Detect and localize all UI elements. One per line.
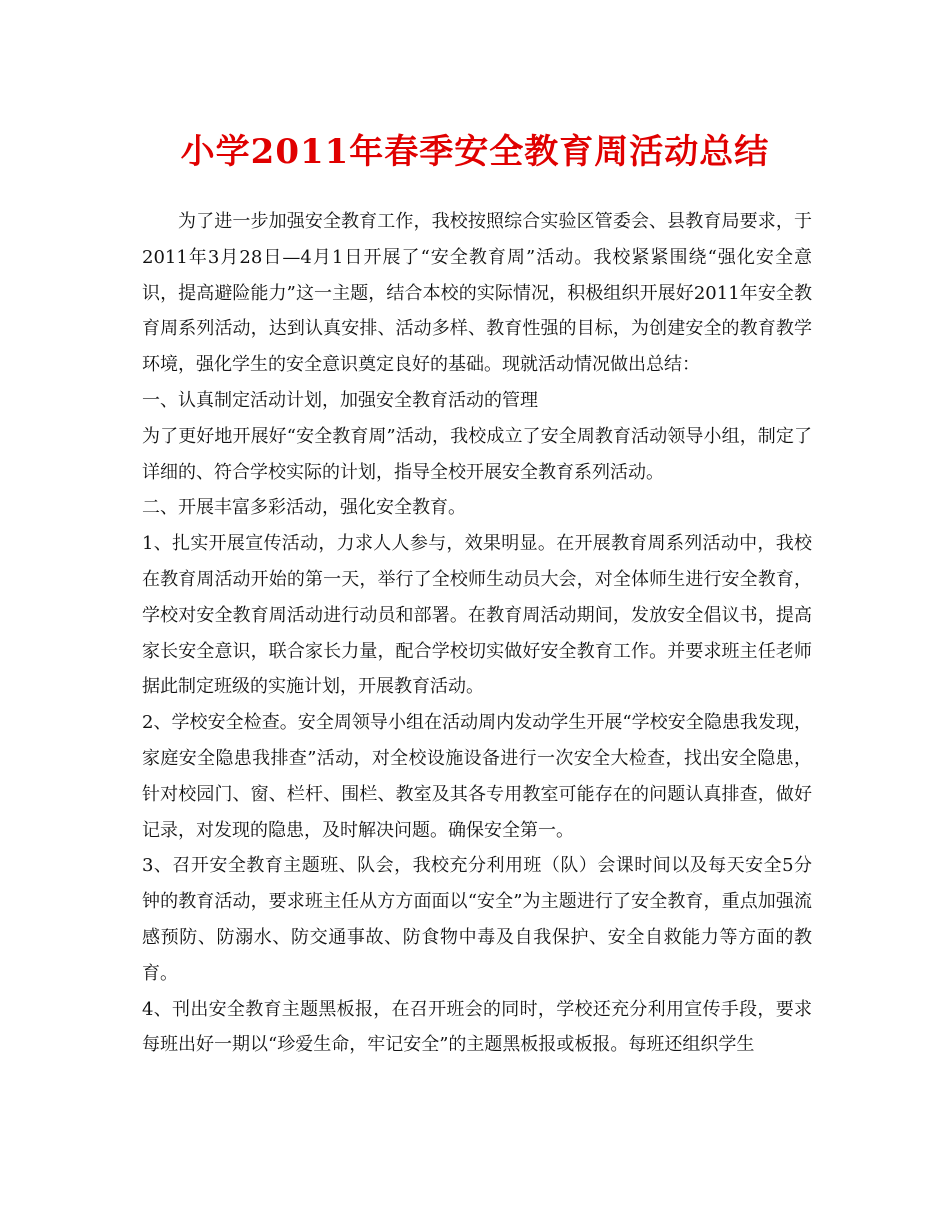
section-paragraph-1: 为了更好地开展好“安全教育周”活动，我校成立了安全周教育活动领导小组，制定了详细的、符合学校实际的计划，指导全校开展安全教育系列活动。 [142, 425, 812, 483]
item-paragraph-1: 1、扎实开展宣传活动，力求人人参与，效果明显。在开展教育周系列活动中，我校在教育周活动开始的第一天，举行了全校师生动员大会，对全体师生进行安全教育，学校对安全教育周活动进行动员和部署。在教育周活动期间，发放安全倡议书，提高家长安全意识，联合家长力量，配合学校切实做好安全教育工作。并要求班主任老师据此制定班级的实施计划，开展教育活动。 [142, 533, 812, 698]
document-body [142, 204, 812, 1063]
section-heading-2: 二、开展丰富多彩活动，强化安全教育。 [142, 497, 466, 519]
section-heading-1: 一、认真制定活动计划，加强安全教育活动的管理 [142, 389, 538, 411]
document-title: 小学2011年春季安全教育周活动总结 [180, 132, 770, 172]
item-paragraph-3: 3、召开安全教育主题班、队会，我校充分利用班（队）会课时间以及每天安全5分钟的教育活动，要求班主任从方方面面以“安全”为主题进行了安全教育，重点加强流感预防、防溺水、防交通事故、防食物中毒及自我保护、安全自救能力等方面的教育。 [142, 855, 812, 984]
item-paragraph-4: 4、刊出安全教育主题黑板报，在召开班会的同时，学校还充分利用宣传手段，要求每班出好一期以“珍爱生命，牢记安全”的主题黑板报或板报。每班还组织学生 [142, 998, 812, 1056]
item-paragraph-2: 2、学校安全检查。安全周领导小组在活动周内发动学生开展“学校安全隐患我发现，家庭安全隐患我排查”活动，对全校设施设备进行一次安全大检查，找出安全隐患，针对校园门、窗、栏杆、围栏、教室及其各专用教室可能存在的问题认真排查，做好记录，对发现的隐患，及时解决问题。确保安全第一。 [142, 712, 812, 841]
intro-paragraph: 为了进一步加强安全教育工作，我校按照综合实验区管委会、县教育局要求，于2011年3月28日—4月1日开展了“安全教育周”活动。我校紧紧围绕“强化安全意识，提高避险能力”这一主题，结合本校的实际情况，积极组织开展好2011年安全教育周系列活动，达到认真安排、活动多样、教育性强的目标，为创建安全的教育教学环境，强化学生的安全意识奠定良好的基础。现就活动情况做出总结： [142, 211, 812, 376]
